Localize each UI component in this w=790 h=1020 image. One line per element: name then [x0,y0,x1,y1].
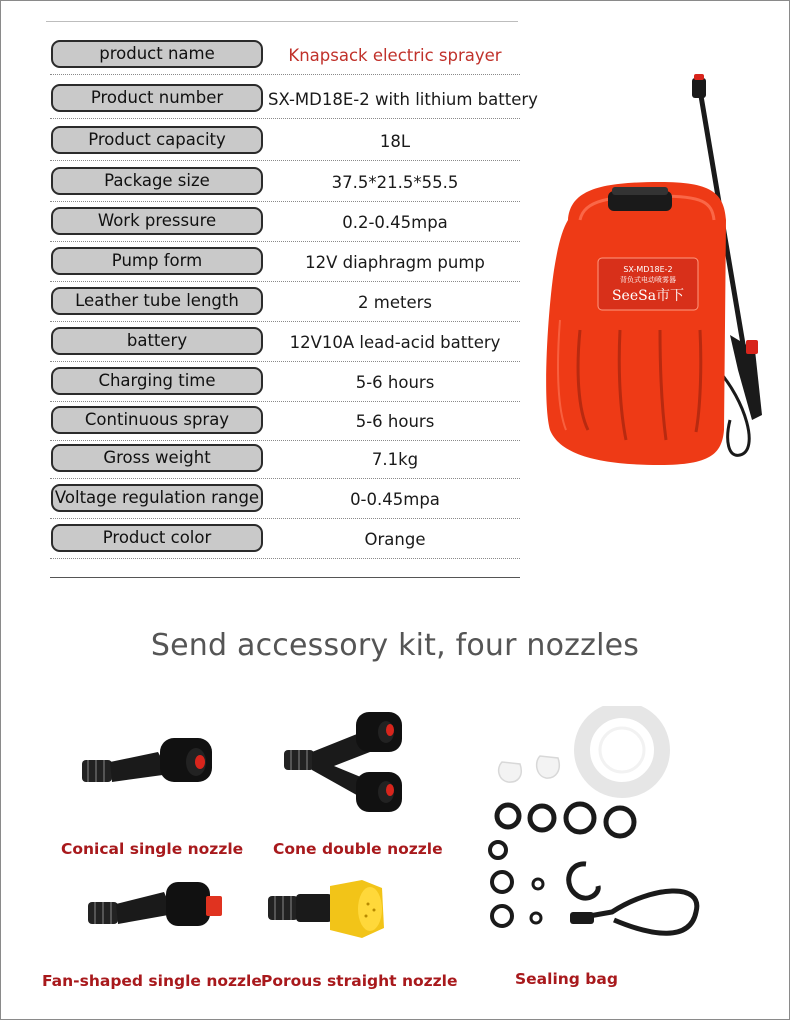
spec-label: Product number [51,84,263,112]
spec-row [50,402,520,441]
spec-label: Pump form [51,247,263,275]
spec-value: 12V diaphragm pump [305,253,485,272]
spec-row [50,203,520,242]
spec-value: 18L [379,132,411,151]
spec-label: battery [51,327,263,355]
spec-label: Package size [51,167,263,195]
bottom-divider [50,577,520,578]
spec-value: 5-6 hours [355,412,435,431]
cone-double-nozzle-image [282,710,412,820]
spec-row [50,323,520,362]
spec-value: 7.1kg [371,450,419,469]
spec-row [50,480,520,519]
porous-straight-nozzle-image [266,876,390,946]
spec-row [50,122,520,161]
spec-row [50,283,520,322]
spec-value: Knapsack electric sprayer [288,46,502,65]
spec-row [50,80,538,119]
fan-shaped-single-nozzle-image [86,878,226,942]
spec-value: 2 meters [358,293,432,312]
spec-row [50,363,520,402]
sprayer-model-label: SX-MD18E-2 [623,265,673,274]
spec-row [50,243,520,282]
spec-value: Orange [364,530,426,549]
conical-single-nozzle-image [78,730,218,800]
spec-value: 0.2-0.45mpa [342,213,448,232]
spec-label: Work pressure [51,207,263,235]
spec-row [50,36,520,75]
sprayer-brand-label: SeeSa市下 [611,288,685,304]
caption-conical-single-nozzle: Conical single nozzle [61,840,244,858]
caption-sealing-bag: Sealing bag [515,970,618,988]
spec-label: product name [51,40,263,68]
spec-value: 37.5*21.5*55.5 [331,173,459,192]
accessory-heading: Send accessory kit, four nozzles [150,628,640,663]
spec-label: Continuous spray [51,406,263,434]
spec-value: 12V10A lead-acid battery [289,333,501,352]
spec-row [50,520,520,559]
spec-label: Leather tube length [51,287,263,315]
spec-value: 5-6 hours [355,373,435,392]
caption-porous-straight-nozzle: Porous straight nozzle [261,972,458,990]
spec-value: 0-0.45mpa [350,490,440,509]
spec-label: Voltage regulation range [51,484,263,512]
spec-label: Gross weight [51,444,263,472]
caption-cone-double-nozzle: Cone double nozzle [273,840,443,858]
spec-label: Product capacity [51,126,263,154]
spec-label: Charging time [51,367,263,395]
sprayer-subtitle-label: 背负式电动喷雾器 [620,276,676,284]
caption-fan-shaped-single-nozzle: Fan-shaped single nozzle [42,972,262,990]
spec-row [50,163,520,202]
spec-label: Product color [51,524,263,552]
spec-value: SX-MD18E-2 with lithium battery [268,90,538,109]
spec-row [50,440,520,479]
top-divider [46,21,518,22]
sealing-bag-image [482,706,712,958]
sprayer-image [540,70,780,470]
